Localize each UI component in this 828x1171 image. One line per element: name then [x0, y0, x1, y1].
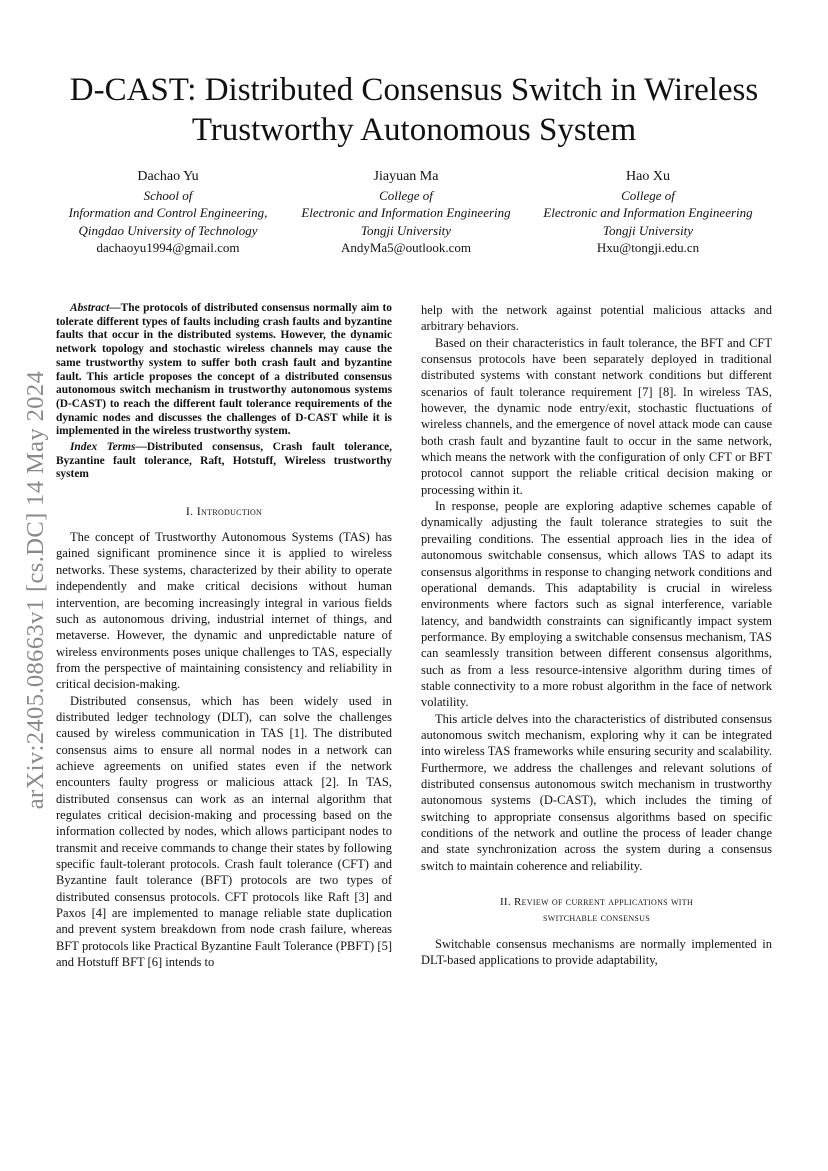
abstract-label: Abstract [70, 302, 110, 314]
paragraph: Switchable consensus mechanisms are normally implemented in DLT-based applications to provide adaptability, [421, 937, 772, 968]
title-line-2: Trustworthy Autonomous System [191, 112, 637, 148]
section-heading-line: II. Review of current applications with [499, 896, 694, 909]
paragraph: Distributed consensus, which has been widely used in distributed ledger technology (DLT), can solve the challenges caused by wireless communication in TAS [1]. The distributed consensus aims to ensure all normal nodes in a network can achieve agreements on unified states even if the network encounters faulty progress or malicious attack [2]. In TAS, distributed consensus can work as an internal algorithm that regulates critical decision-making and processing based on the information collected by nodes, which allows participant nodes to transmit and receive commands to change their states by following specific fault-tolerant protocols. Crash fault tolerance (CFT) and Byzantine fault tolerance (BFT) protocols are two types of distributed consensus protocols. CFT protocols like Raft [3] and Paxos [4] are implemented to manage reliable state duplication and prevent system breakdown from node crash failure, whereas BFT protocols like Practical Byzantine Fault Tolerance (PBFT) [5] and Hotstuff BFT [6] intends to [56, 693, 392, 970]
author-affiliation: Qingdao University of Technology [78, 222, 258, 238]
paragraph: help with the network against potential malicious attacks and arbitrary behaviors. [421, 303, 772, 334]
paragraph: This article delves into the characteristics of distributed consensus autonomous switch mechanism, exploring why it can be integrated into wireless TAS frameworks while ensuring security and scalability. Furthermore, we address the challenges and relevant solutions of distributed consensus autonomous switch mechanism in trustworthy autonomous systems (D-CAST), which includes the timing of switching to appropriate consensus algorithms based on specific conditions of the network and outline the process of leader change and state synchronization across the system during a consensus switch to maintain coherence and reliability. [421, 711, 772, 873]
right-column [421, 302, 772, 969]
author-email: AndyMa5@outlook.com [340, 240, 472, 255]
author-name: Dachao Yu [137, 169, 199, 184]
author-1 [40, 168, 296, 257]
author-3 [530, 168, 766, 257]
author-2 [286, 168, 526, 257]
title-line-1: D-CAST: Distributed Consensus Switch in Wireless [69, 72, 759, 108]
author-affiliation: Electronic and Information Engineering [543, 205, 753, 220]
paragraph: The concept of Trustworthy Autonomous Systems (TAS) has gained significant prominence since it is applied to wireless networks. These systems, characterized by their ability to operate independently and make critical decisions without human intervention, are becoming increasingly integral in various fields such as autonomous driving, industrial internet of things, and metaverse. However, the dynamic and unpredictable nature of wireless environments poses unique challenges to TAS, especially from the perspective of maintaining consistency and reliability in critical decision-making. [56, 530, 392, 692]
author-affiliation: Information and Control Engineering, [68, 205, 268, 220]
index-terms-text: —Distributed consensus, Crash fault tolerance, Byzantine fault tolerance, Raft, Hotstuff, Wireless trustworthy system [56, 441, 392, 481]
author-affiliation: College of [621, 187, 675, 203]
author-affiliation: School of [143, 187, 193, 203]
left-column [56, 302, 392, 970]
paragraph: In response, people are exploring adaptive schemes capable of dynamically adjusting the fault tolerance strategies to suit the prevailing conditions. The essential approach lies in the idea of autonomous switchable consensus, which allows TAS to adapt its consensus algorithms in response to changing network conditions and operational demands. This adaptability is crucial in wireless environments where factors such as signal interference, variable latency, and bandwidth constraints can significantly impact system performance. By employing a switchable consensus mechanism, TAS can seamlessly transition between different consensus algorithms, such as from a less resource-intensive algorithm during times of stable connectivity to a more robust algorithm in the face of network volatility. [421, 499, 772, 710]
section-heading-introduction: I. Introduction [185, 504, 263, 519]
index-terms-label: Index Terms [70, 441, 136, 454]
author-name: Jiayuan Ma [373, 169, 439, 184]
paragraph: Based on their characteristics in fault tolerance, the BFT and CFT consensus protocols have been separately deployed in traditional distributed systems with constant network conditions but different scenarios of fault tolerance requirement [7] [8]. In wireless TAS, however, the dynamic node entry/exit, stochastic fluctuations of wireless channels, and the emergence of novel attack mode can cause both crash fault and byzantine fault to occur in the same network, which means the network with the configuration of only CFT or BFT protocol cannot support the reliable critical decision making or processing within it. [421, 335, 772, 497]
author-affiliation: Tongji University [602, 222, 694, 238]
author-affiliation: College of [379, 187, 433, 203]
author-email: Hxu@tongji.edu.cn [596, 240, 700, 255]
author-name: Hao Xu [626, 169, 670, 184]
author-affiliation: Tongji University [360, 222, 452, 238]
author-block [0, 168, 828, 258]
section-heading-review [421, 894, 772, 926]
section-heading-line: switchable consensus [543, 912, 650, 925]
abstract-text: —The protocols of distributed consensus normally aim to tolerate different types of faults including crash faults and byzantine faults that occur in the distributed systems. However, the dynamic network topology and stochastic wireless channels may cause the same trustworthy system to suffer both crash fault and byzantine fault. This article proposes the concept of a distributed consensus autonomous switch mechanism in trustworthy autonomous systems (D-CAST) to reach the different fault tolerance requirements of the dynamic nodes and discusses the challenges of D-CAST while it is implemented in the wireless trustworthy system. [56, 302, 392, 438]
index-terms [56, 441, 392, 482]
arxiv-identifier-stamp: arXiv:2405.08663v1 [cs.DC] 14 May 2024 [22, 370, 49, 810]
paper-title [40, 70, 788, 150]
author-affiliation: Electronic and Information Engineering [301, 205, 511, 220]
abstract [56, 302, 392, 439]
author-email: dachaoyu1994@gmail.com [96, 240, 240, 255]
